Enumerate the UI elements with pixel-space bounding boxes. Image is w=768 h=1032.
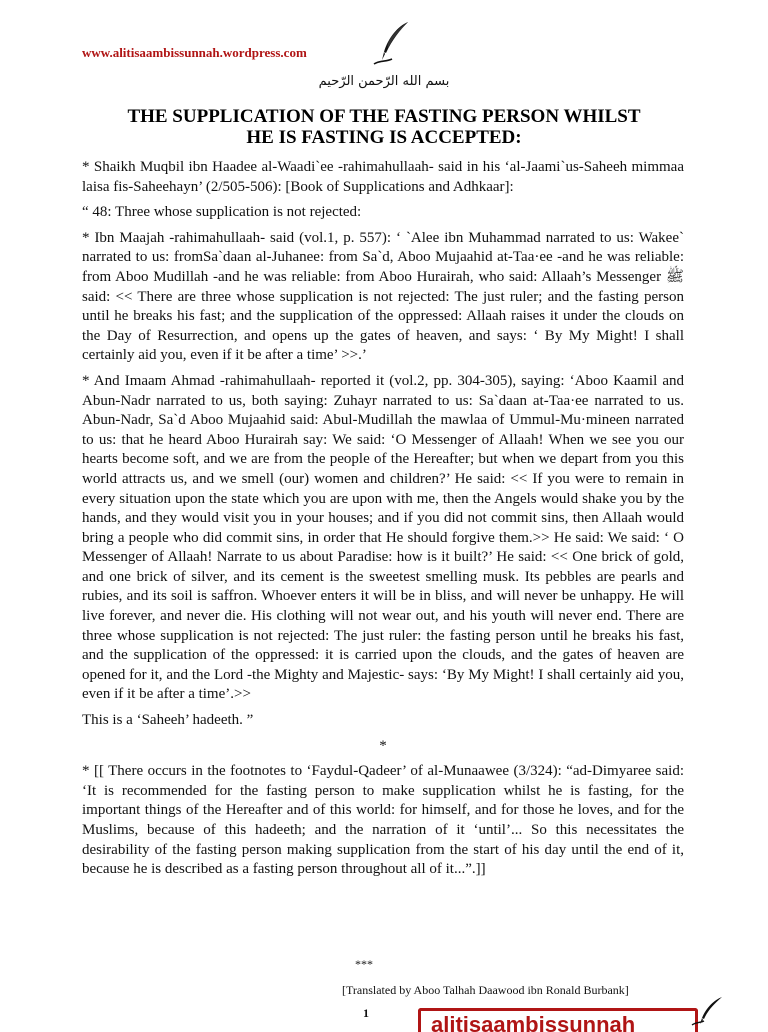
website-url[interactable]: www.alitisaambissunnah.wordpress.com bbox=[82, 45, 307, 60]
paragraph-imaam-ahmad: * And Imaam Ahmad -rahimahullaah- reported it (vol.2, pp. 304-305), saying: ‘Aboo Kaamil and Abun-Nadr narrated to us, both saying: Zuhayr narrated to us: Sa`daan at-Taa·ee narrated to us. Abun-Nadr, Sa`d Aboo Mujaahid said: Abul-Mudillah the mawlaa of Ummul-Mu·mineen narrated to us: that he heard Aboo Hurairah say: We said: ‘O Messenger of Allaah! When we see you our hearts become soft, and we are from the people of the Hereafter; but when we depart from you this world attracts us, and we smell (our) women and children?’ He said: << If you were to remain in every situation upon the state which you are upon with me, then the Angels would shake you by the hands, and they would visit you in your houses; and if you did not commit sins, then Allaah would bring a people who did commit sins, in order that He should forgive them.>> He said: We said: ‘ O Messenger of Allaah! Narrate to us about Paradise: how is it built?’ He said: << One brick of gold, and one brick of silver, and its cement is the sweetest smelling musk. Its pebbles are pearls and rubies, and its soil is saffron. Whoever enters it will be in bliss, and will never be unhappy. He will live forever, and never die. His clothing will not wear out, and his youth will never end. There are three whose supplication is not rejected: The just ruler: the fasting person until he breaks his fast, and the supplication of the oppressed: it is carried upon the clouds, and the gates of heaven are opened for it, and the Lord -the Mighty and Majestic- says: ‘By My Might! I shall certainly aid you, even if it be after a time’.>> bbox=[82, 372, 684, 703]
paragraph-intro: * Shaikh Muqbil ibn Haadee al-Waadi`ee -rahimahullaah- said in his ‘al-Jaami`us-Saheeh mimmaa laisa fis-Saheehayn’ (2/505-506): [Book of Supplications and Adhkaar]: bbox=[82, 159, 684, 195]
basmala: بسم الله الرّحمن الرّحيم bbox=[318, 74, 450, 89]
article-body bbox=[82, 158, 684, 886]
section-divider: *** bbox=[355, 957, 373, 971]
footer-logo bbox=[418, 1008, 698, 1032]
separator-star: * bbox=[379, 737, 387, 754]
quill-pen-icon bbox=[690, 996, 724, 1026]
translator-credit: [Translated by Aboo Talhah Daawood ibn Ronald Burbank] bbox=[342, 983, 629, 997]
title-line-2: HE IS FASTING IS ACCEPTED: bbox=[246, 127, 522, 148]
footer-logo-text: alitisaambissunnah bbox=[431, 1012, 636, 1032]
page-title bbox=[80, 106, 688, 148]
quill-pen-icon bbox=[372, 20, 412, 66]
paragraph-heading: “ 48: Three whose supplication is not rejected: bbox=[82, 204, 362, 221]
title-line-1: THE SUPPLICATION OF THE FASTING PERSON WHILST bbox=[127, 106, 641, 127]
page-number: 1 bbox=[363, 1006, 369, 1020]
paragraph-grading: This is a ‘Saheeh’ hadeeth. ” bbox=[82, 712, 254, 729]
paragraph-ibn-maajah: * Ibn Maajah -rahimahullaah- said (vol.1, p. 557): ‘ `Alee ibn Muhammad narrated to us: Wakee` narrated to us: fromSa`daan al-Juhanee: from Sa`d, Aboo Mujaahid at-Taa·ee -and he was reliable: from Aboo Mudillah -and he was reliable: from Aboo Hurairah, who said: Allaah’s Messenger ﷺ said: << There are three whose supplication is not rejected: The just ruler; and the fasting person until he breaks his fast; and the supplication of the oppressed: Allaah raises it under the clouds on the Day of Resurrection, and opens up the gates of heaven, and says: ‘ By My Might! I shall certainly aid you, even if it be after a time’ >>.’ bbox=[82, 229, 684, 364]
paragraph-footnote: * [[ There occurs in the footnotes to ‘Faydul-Qadeer’ of al-Munaawee (3/324): “ad-Dimyaree said: ‘It is recommended for the fasting person to make supplication whilst he is fasting, for the important things of the Hereafter and of this world: for himself, and for those he loves, and for the Muslims, because of this hadeeth; and the narration of it ‘until’... So this necessitates the desirability of the fasting person making supplication from the start of his day until the end of it, because he is described as a fasting person throughout all of it...”.]] bbox=[82, 763, 684, 878]
